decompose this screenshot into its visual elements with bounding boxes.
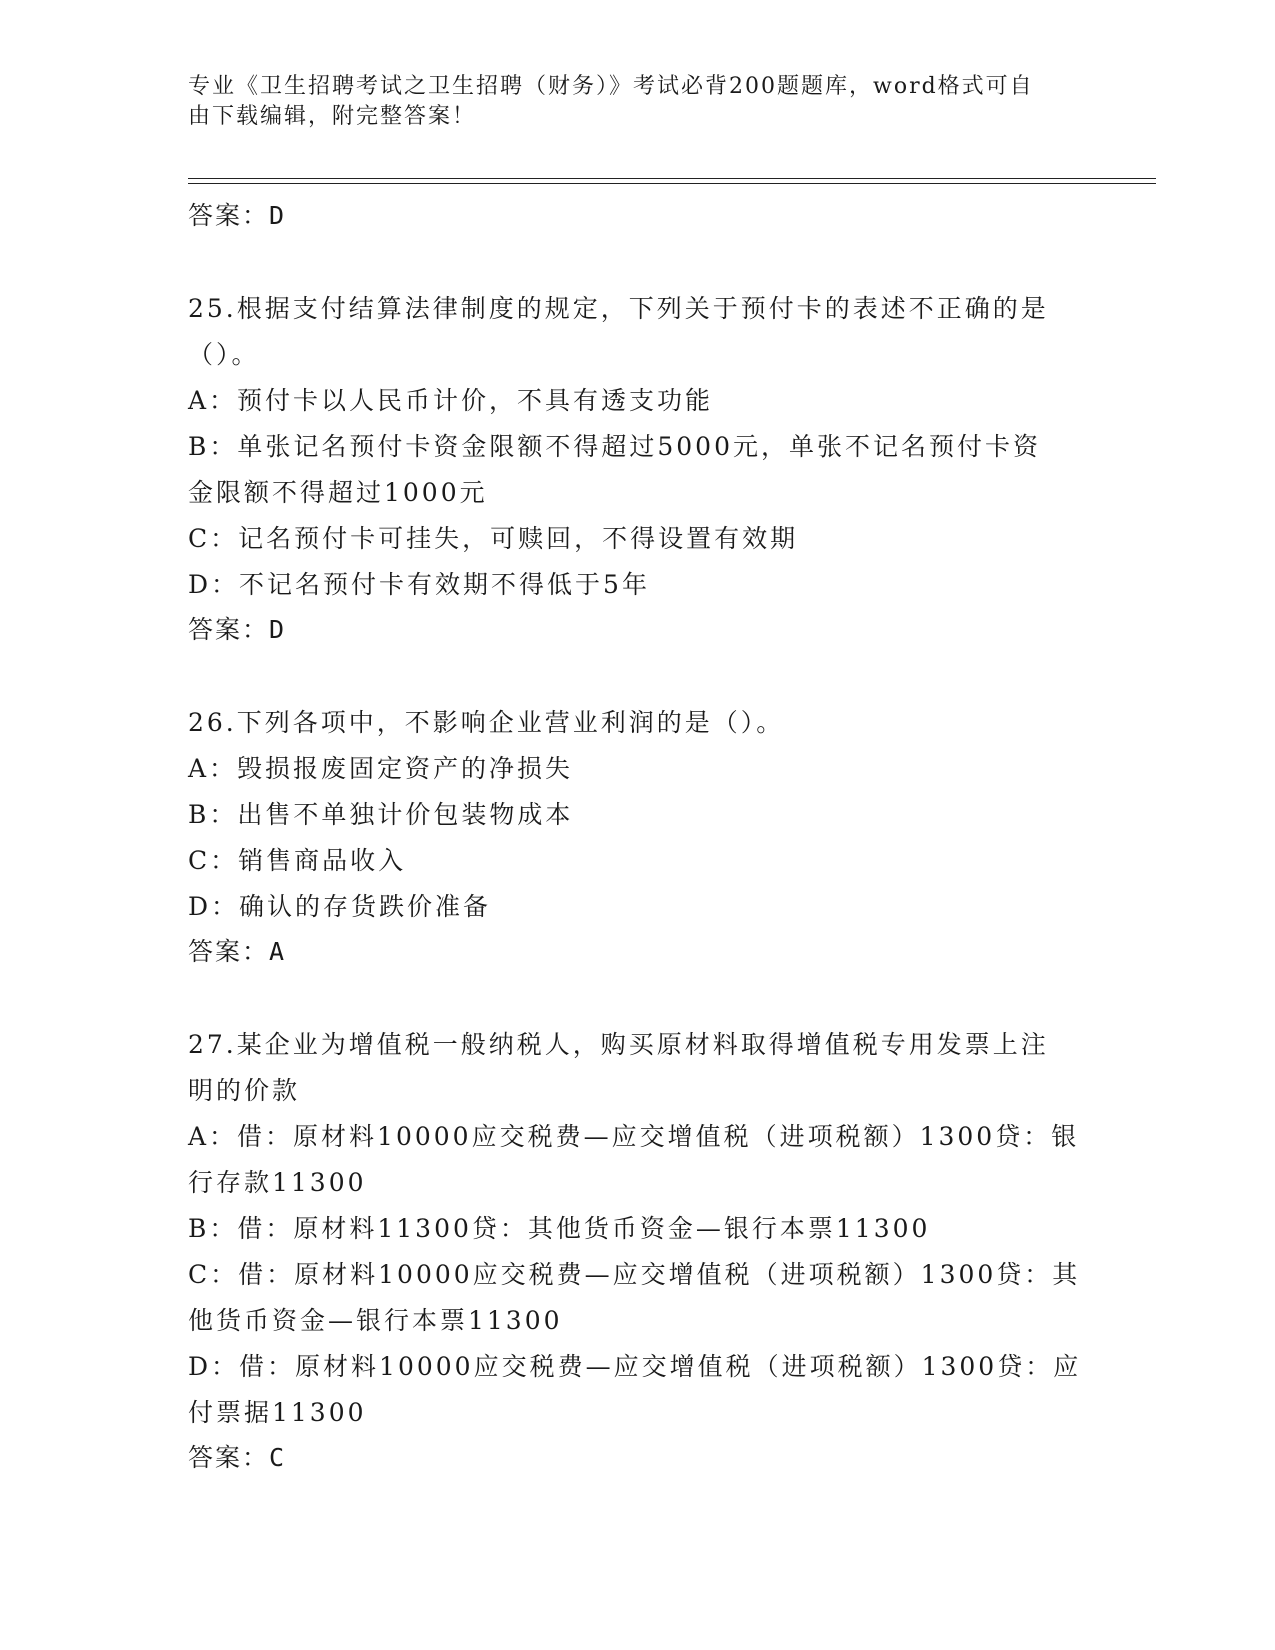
question-stem bbox=[188, 286, 1088, 378]
question-stem-line: 27.某企业为增值税一般纳税人，购买原材料取得增值税专用发票上注 bbox=[188, 1030, 1049, 1059]
option-b bbox=[188, 1206, 1088, 1252]
answer-value: D bbox=[269, 201, 286, 230]
option-d bbox=[188, 1344, 1088, 1436]
option-line: A：预付卡以人民币计价，不具有透支功能 bbox=[188, 386, 714, 415]
header-line-2: 由下载编辑，附完整答案！ bbox=[188, 104, 477, 129]
answer-value: C bbox=[269, 1443, 286, 1472]
question-answer bbox=[188, 1436, 1088, 1480]
option-d bbox=[188, 884, 1088, 930]
option-line: D：借：原材料10000应交税费—应交增值税（进项税额）1300贷：应 bbox=[188, 1352, 1082, 1381]
option-line: B：出售不单独计价包装物成本 bbox=[188, 800, 574, 829]
question-stem-line: 25.根据支付结算法律制度的规定，下列关于预付卡的表述不正确的是 bbox=[188, 294, 1049, 323]
question-stem-line: 26.下列各项中，不影响企业营业利润的是（）。 bbox=[188, 708, 785, 737]
option-b bbox=[188, 792, 1088, 838]
option-line: 行存款11300 bbox=[188, 1168, 367, 1197]
option-line: C：销售商品收入 bbox=[188, 846, 407, 875]
answer-label: 答案： bbox=[188, 937, 270, 966]
option-line: A：毁损报废固定资产的净损失 bbox=[188, 754, 574, 783]
option-line: D：不记名预付卡有效期不得低于5年 bbox=[188, 570, 650, 599]
spacer bbox=[188, 238, 1088, 286]
option-a bbox=[188, 746, 1088, 792]
option-line: C：借：原材料10000应交税费—应交增值税（进项税额）1300贷：其 bbox=[188, 1260, 1081, 1289]
option-line: B：单张记名预付卡资金限额不得超过5000元，单张不记名预付卡资 bbox=[188, 432, 1041, 461]
option-line: 他货币资金—银行本票11300 bbox=[188, 1306, 563, 1335]
option-line: 付票据11300 bbox=[188, 1398, 367, 1427]
question-stem bbox=[188, 700, 1088, 746]
option-a bbox=[188, 378, 1088, 424]
header-divider-bottom bbox=[188, 183, 1156, 184]
option-a bbox=[188, 1114, 1088, 1206]
option-line: C：记名预付卡可挂失，可赎回，不得设置有效期 bbox=[188, 524, 799, 553]
answer-label: 答案： bbox=[188, 1443, 270, 1472]
option-c bbox=[188, 516, 1088, 562]
previous-answer bbox=[188, 194, 1088, 238]
option-b bbox=[188, 424, 1088, 516]
question-answer bbox=[188, 608, 1088, 652]
option-line: 金限额不得超过1000元 bbox=[188, 478, 488, 507]
option-line: D：确认的存货跌价准备 bbox=[188, 892, 492, 921]
question-stem-line: （）。 bbox=[188, 340, 260, 369]
option-c bbox=[188, 1252, 1088, 1344]
question-stem bbox=[188, 1022, 1088, 1114]
option-line: B：借：原材料11300贷：其他货币资金—银行本票11300 bbox=[188, 1214, 931, 1243]
answer-label: 答案： bbox=[188, 615, 270, 644]
question-stem-line: 明的价款 bbox=[188, 1076, 301, 1105]
spacer bbox=[188, 652, 1088, 700]
answer-value: D bbox=[269, 615, 286, 644]
option-c bbox=[188, 838, 1088, 884]
document-body bbox=[188, 194, 1088, 1480]
document-header bbox=[188, 72, 1068, 132]
header-divider-top bbox=[188, 178, 1156, 179]
option-line: A：借：原材料10000应交税费—应交增值税（进项税额）1300贷：银 bbox=[188, 1122, 1080, 1151]
answer-label: 答案： bbox=[188, 201, 270, 230]
answer-value: A bbox=[269, 937, 286, 966]
header-line-1: 专业《卫生招聘考试之卫生招聘（财务）》考试必背200题题库，word格式可自 bbox=[188, 74, 1034, 99]
spacer bbox=[188, 974, 1088, 1022]
question-answer bbox=[188, 930, 1088, 974]
option-d bbox=[188, 562, 1088, 608]
